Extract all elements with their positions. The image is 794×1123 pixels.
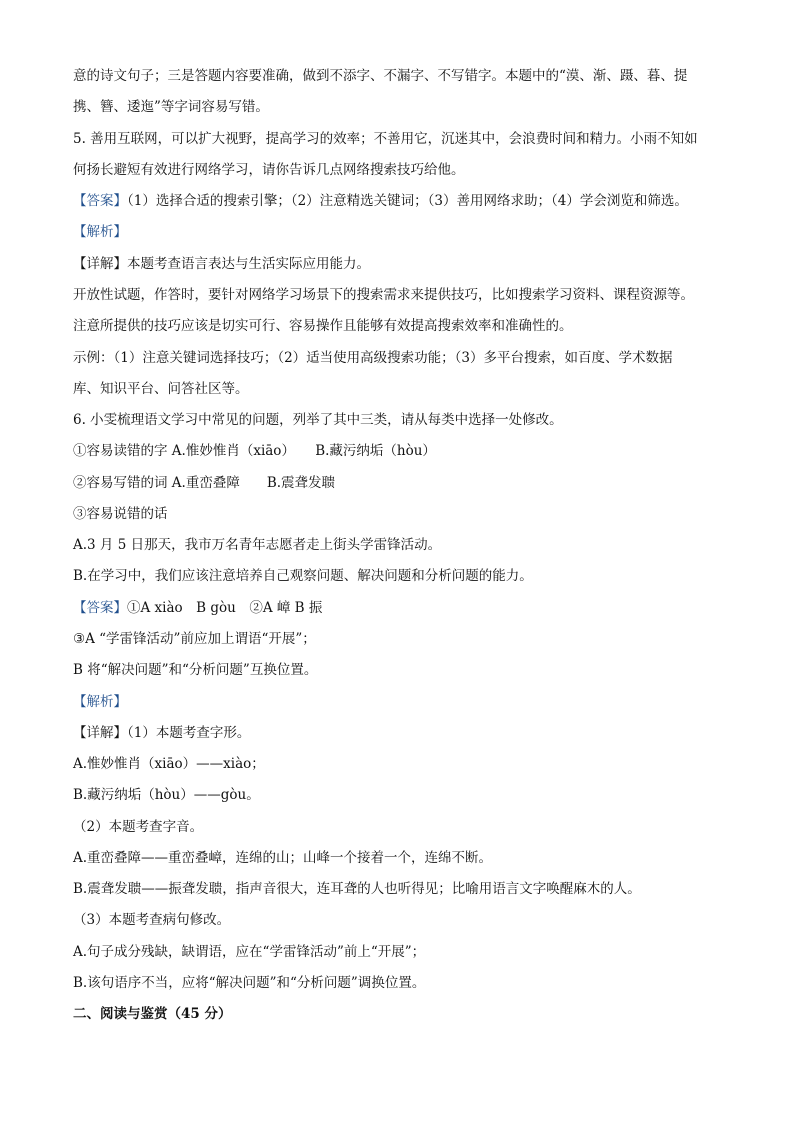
section-2-heading: 二、阅读与鉴赏（45 分） [73,1006,232,1022]
question-6-detail-line-4: A.重峦叠障——重峦叠嶂，连绵的山；山峰一个接着一个，连绵不断。 [73,850,493,866]
question-6-category-2: ②容易写错的词 A.重峦叠障 B.震聋发聩 [73,475,336,491]
question-6-analysis-tag: 【解析】 [73,694,127,710]
question-6-line-1: 6. 小雯梳理语文学习中常见的问题，列举了其中三类，请从每类中选择一处修改。 [73,412,563,428]
question-5-analysis-tag: 【解析】 [73,224,127,240]
question-6-category-3: ③容易说错的话 [73,506,168,522]
question-5-answer [73,191,688,211]
question-6-detail-line-2: B.藏污纳垢（hòu）——gòu。 [73,787,260,803]
answer-tag: 【答案】 [73,193,127,209]
question-5-para-4: 库、知识平台、问答社区等。 [73,381,249,397]
question-6-detail-line-3: （2）本题考查字音。 [73,819,204,835]
question-6-detail-line-7: A.句子成分残缺，缺谓语，应在“学雷锋活动”前上“开展”； [73,944,426,960]
question-6-detail-line-6: （3）本题考查病句修改。 [73,912,231,928]
question-5-detail [73,254,370,274]
question-5-para-2: 注意所提供的技巧应该是切实可行、容易操作且能够有效提高搜索效率和准确性的。 [73,318,573,334]
question-6-detail-line-1: A.惟妙惟肖（xiāo）——xiào； [73,756,265,772]
question-6-detail [73,723,250,743]
detail-tag: 【详解】 [73,256,127,272]
detail-text: （1）本题考查字形。 [127,725,251,741]
detail-text: 本题考查语言表达与生活实际应用能力。 [127,256,370,272]
question-6-sentence-a: A.3 月 5 日那天，我市万名青年志愿者走上街头学雷锋活动。 [73,537,442,553]
question-6-category-1: ①容易读错的字 A.惟妙惟肖（xiāo） B.藏污纳垢（hòu） [73,443,436,459]
answer-text: （1）选择合适的搜索引擎；（2）注意精选关键词；（3）善用网络求助；（4）学会浏览和筛选。 [127,193,688,209]
question-6-sentence-b: B.在学习中，我们应该注意培养自己观察问题、解决问题和分析问题的能力。 [73,568,533,584]
question-6-detail-line-5: B.震聋发聩——振聋发聩，指声音很大，连耳聋的人也听得见；比喻用语言文字唤醒麻木的人。 [73,881,641,897]
question-6-detail-line-8: B.该句语序不当，应将“解决问题”和“分析问题”调换位置。 [73,975,426,991]
question-5-para-3: 示例：（1）注意关键词选择技巧；（2）适当使用高级搜索功能；（3）多平台搜索，如百度、学术数据 [73,350,673,366]
question-5-line-1: 5. 善用互联网，可以扩大视野，提高学习的效率；不善用它，沉迷其中，会浪费时间和精力。小雨不知如 [73,131,698,147]
intro-line-2: 携、簪、逶迤”等字词容易写错。 [73,99,269,115]
question-5-para-1: 开放性试题，作答时，要针对网络学习场景下的搜索需求来提供技巧，比如搜索学习资料、课程资源等。 [73,287,694,303]
detail-tag: 【详解】 [73,725,127,741]
answer-tag: 【答案】 [73,600,127,616]
question-6-answer [73,598,322,618]
question-6-answer-line-2: ③A “学雷锋活动”前应加上谓语“开展”； [73,631,316,647]
question-6-answer-line-3: B 将“解决问题”和“分析问题”互换位置。 [73,662,318,678]
answer-text: ①A xiào B gòu ②A 嶂 B 振 [127,600,323,616]
question-5-line-2: 何扬长避短有效进行网络学习，请你告诉几点网络搜索技巧给他。 [73,162,465,178]
intro-line-1: 意的诗文句子；三是答题内容要准确，做到不添字、不漏字、不写错字。本题中的“漠、渐、蹑、暮、提 [73,68,688,84]
